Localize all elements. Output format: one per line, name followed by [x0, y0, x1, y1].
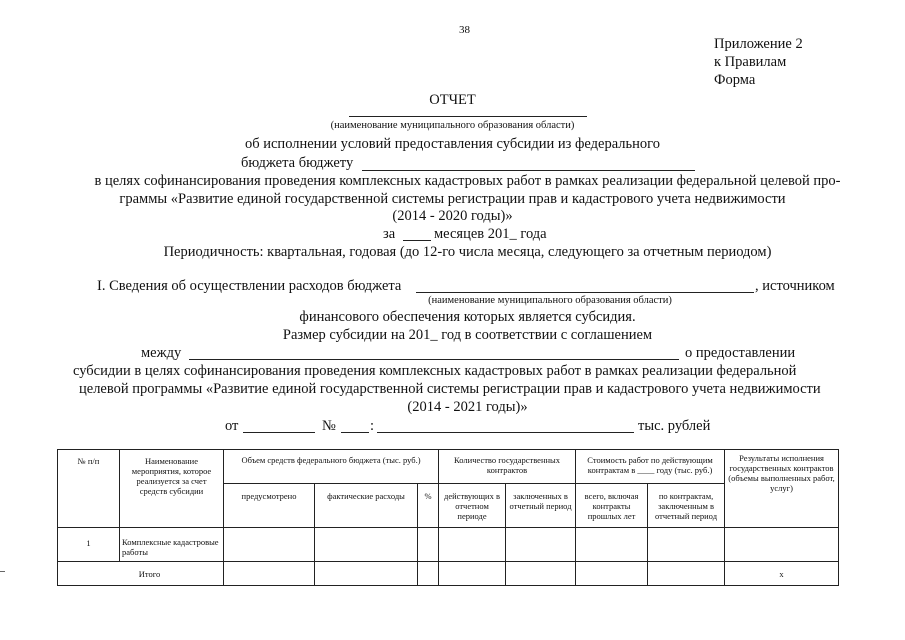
- section1-line-a-pre: I. Сведения об осуществлении расходов бюджета: [97, 278, 402, 294]
- header-line-d: граммы «Развитие единой государственной системы регистрации прав и кадастрового учета недвижимости: [119, 191, 786, 207]
- header-contracts: Количество государственных контрактов: [439, 450, 576, 484]
- total-label: Итого: [58, 562, 224, 586]
- municipality-blank: [349, 116, 587, 117]
- header-cost: Стоимость работ по действующим контрактам в ____ году (тыс. руб.): [576, 450, 725, 484]
- subheader-planned: предусмотрено: [224, 484, 315, 528]
- section1-line-f: целевой программы «Развитие единой государственной системы регистрации прав и кадастрового учета недвижимости: [79, 381, 821, 397]
- appendix-line-1: Приложение 2: [714, 36, 803, 52]
- number-blank: [341, 432, 369, 433]
- total-percent: [418, 562, 439, 586]
- section1-line-b: финансового обеспечения которых является субсидия.: [299, 309, 636, 325]
- section1-line-a-post: , источником: [755, 278, 835, 294]
- total-concluded: [506, 562, 576, 586]
- row1-planned: [224, 528, 315, 562]
- header-line-c: в целях софинансирования проведения комплексных кадастровых работ в рамках реализации федеральной целевой про-: [94, 173, 841, 189]
- report-title: ОТЧЕТ: [429, 92, 476, 108]
- row1-results: [725, 528, 839, 562]
- subheader-concluded: заключенных в отчетный период: [506, 484, 576, 528]
- header-line-e: (2014 - 2020 годы)»: [392, 208, 513, 224]
- header-budget: Объем средств федерального бюджета (тыс. руб.): [224, 450, 439, 484]
- subheader-actual: фактические расходы: [315, 484, 418, 528]
- page-number: 38: [459, 24, 470, 36]
- header-line-f-post: месяцев 201_ года: [434, 226, 547, 242]
- row1-actual: [315, 528, 418, 562]
- total-actual: [315, 562, 418, 586]
- row1-percent: [418, 528, 439, 562]
- row1-by-contract: [648, 528, 725, 562]
- municipality-caption: (наименование муниципального образования области): [330, 120, 575, 131]
- budget-blank: [362, 170, 695, 171]
- section1-line-h-unit: тыс. рублей: [638, 418, 711, 434]
- months-blank: [403, 240, 431, 241]
- subheader-active: действующих в отчетном периоде: [439, 484, 506, 528]
- report-table: [57, 449, 839, 586]
- header-line-f-pre: за: [383, 226, 396, 242]
- header-num: № п/п: [58, 450, 120, 528]
- table-row: [58, 562, 839, 586]
- row1-name: Комплексные кадастровые работы: [120, 528, 224, 562]
- section1-line-c: Размер субсидии на 201_ год в соответствии с соглашением: [282, 327, 653, 343]
- total-planned: [224, 562, 315, 586]
- section1-caption: (наименование муниципального образования области): [428, 295, 672, 306]
- appendix-line-3: Форма: [714, 72, 756, 88]
- table-row: [58, 528, 839, 562]
- section1-line-h-colon: :: [370, 418, 375, 434]
- row1-num: 1: [58, 528, 120, 562]
- subheader-percent: %: [418, 484, 439, 528]
- total-total: [576, 562, 648, 586]
- total-results: х: [725, 562, 839, 586]
- section1-line-e: субсидии в целях софинансирования проведения комплексных кадастровых работ в рамках реализации федеральной: [73, 363, 797, 379]
- row1-total: [576, 528, 648, 562]
- appendix-line-2: к Правилам: [714, 54, 787, 70]
- date-blank: [243, 432, 315, 433]
- subheader-by-contract: по контрактам, заключенным в отчетный период: [648, 484, 725, 528]
- row1-active: [439, 528, 506, 562]
- header-line-a: об исполнении условий предоставления субсидии из федерального: [244, 136, 660, 152]
- header-results: Результаты исполнения государственных контрактов (объемы выполненных работ, услуг): [725, 450, 839, 528]
- margin-mark: [0, 571, 5, 572]
- section1-line-g: (2014 - 2021 годы)»: [407, 399, 528, 415]
- total-active: [439, 562, 506, 586]
- section1-line-d-post: о предоставлении: [685, 345, 796, 361]
- header-line-b: бюджета бюджету: [241, 155, 354, 171]
- section1-line-h-from: от: [225, 418, 239, 434]
- section1-budget-blank: [416, 292, 754, 293]
- row1-concluded: [506, 528, 576, 562]
- header-name: Наименование мероприятия, которое реализуется за счет средств субсидии: [120, 450, 224, 528]
- section1-line-d-pre: между: [141, 345, 182, 361]
- amount-blank: [377, 432, 634, 433]
- periodicity-line: Периодичность: квартальная, годовая (до 12-го числа месяца, следующего за отчетным периодом): [163, 244, 772, 260]
- between-blank: [189, 359, 679, 360]
- subheader-total: всего, включая контракты прошлых лет: [576, 484, 648, 528]
- total-by-contract: [648, 562, 725, 586]
- section1-line-h-no: №: [322, 418, 336, 434]
